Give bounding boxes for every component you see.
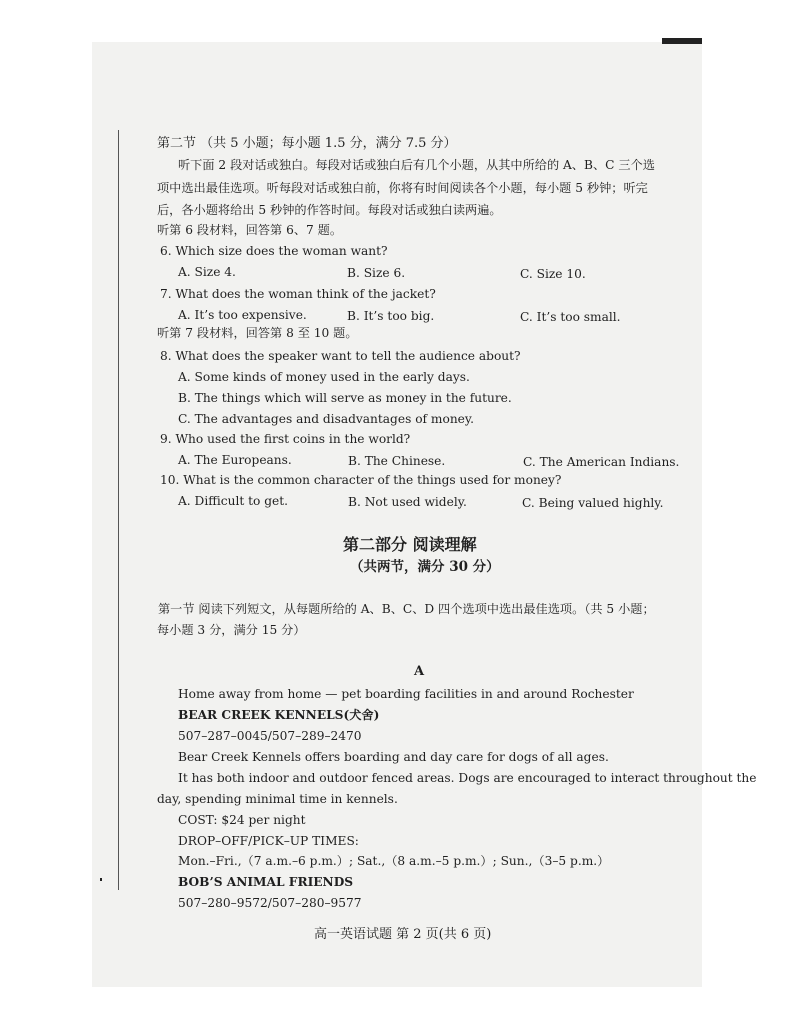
q8-option-b: B. The things which will serve as money in the future. — [178, 391, 512, 405]
kennel-2-name: BOB’S ANIMAL FRIENDS — [178, 875, 354, 889]
reading-part-subtitle: （共两节，满分 30 分） — [350, 559, 500, 575]
reading-part-title: 第二部分 阅读理解 — [343, 535, 477, 554]
q6-option-a: A. Size 4. — [178, 265, 236, 279]
q6-stem: 6. Which size does the woman want? — [160, 244, 388, 258]
scan-mark — [662, 38, 702, 44]
q10-option-b: B. Not used widely. — [348, 495, 467, 509]
listening-section-header: 第二节 （共 5 小题；每小题 1.5 分，满分 7.5 分） — [157, 136, 457, 151]
q6-option-b: B. Size 6. — [347, 266, 406, 280]
q8-option-c: C. The advantages and disadvantages of money. — [178, 412, 475, 426]
q7-stem: 7. What does the woman think of the jacket? — [160, 287, 436, 301]
kennel-1-name: BEAR CREEK KENNELS(犬舍) — [178, 708, 380, 722]
instruction-line-2: 项中选出最佳选项。听每段对话或独白前，你将有时间阅读各个小题，每小题 5 秒钟；听完 — [157, 181, 648, 195]
q10-option-c: C. Being valued highly. — [522, 496, 664, 510]
q9-option-b: B. The Chinese. — [348, 454, 446, 468]
reading-section-line-1: 第一节 阅读下列短文，从每题所给的 A、B、C、D 四个选项中选出最佳选项。（共 5 小题； — [158, 602, 655, 616]
kennel-1-description-2b: day, spending minimal time in kennels. — [157, 792, 398, 806]
q10-stem: 10. What is the common character of the things used for money? — [160, 473, 562, 487]
kennel-1-phone: 507–287–0045/507–289–2470 — [178, 729, 362, 743]
q7-option-b: B. It’s too big. — [347, 309, 435, 323]
q10-option-a: A. Difficult to get. — [178, 494, 289, 508]
q7-option-c: C. It’s too small. — [520, 310, 621, 324]
material-7-note: 听第 7 段材料，回答第 8 至 10 题。 — [157, 326, 358, 340]
scan-dot — [100, 878, 102, 881]
passage-title: Home away from home — pet boarding facilities in and around Rochester — [178, 687, 634, 701]
material-6-note: 听第 6 段材料，回答第 6、7 题。 — [157, 223, 343, 237]
instruction-line-1: 听下面 2 段对话或独白。每段对话或独白后有几个小题，从其中所给的 A、B、C 三个选 — [178, 158, 655, 172]
kennel-1-description-2a: It has both indoor and outdoor fenced areas. Dogs are encouraged to interact throughout the — [178, 771, 757, 785]
reading-section-line-2: 每小题 3 分，满分 15 分） — [157, 623, 306, 637]
kennel-1-cost: COST: $24 per night — [178, 813, 306, 827]
q7-option-a: A. It’s too expensive. — [178, 308, 307, 322]
kennel-2-phone: 507–280–9572/507–280–9577 — [178, 896, 362, 910]
kennel-1-times: Mon.–Fri.,（7 a.m.–6 p.m.）; Sat.,（8 a.m.–5 p.m.）; Sun.,（3–5 p.m.） — [178, 854, 610, 868]
q8-stem: 8. What does the speaker want to tell the audience about? — [160, 349, 521, 363]
q9-stem: 9. Who used the first coins in the world? — [160, 432, 411, 446]
q9-option-a: A. The Europeans. — [178, 453, 292, 467]
kennel-1-description: Bear Creek Kennels offers boarding and day care for dogs of all ages. — [178, 750, 609, 764]
passage-letter: A — [414, 664, 425, 679]
instruction-line-3: 后，各小题将给出 5 秒钟的作答时间。每段对话或独白读两遍。 — [157, 203, 502, 217]
q6-option-c: C. Size 10. — [520, 267, 586, 281]
margin-line — [118, 130, 119, 890]
q8-option-a: A. Some kinds of money used in the early days. — [178, 370, 470, 384]
page-footer: 高一英语试题 第 2 页(共 6 页) — [314, 927, 492, 942]
q9-option-c: C. The American Indians. — [523, 455, 680, 469]
kennel-1-times-label: DROP–OFF/PICK–UP TIMES: — [178, 834, 359, 848]
